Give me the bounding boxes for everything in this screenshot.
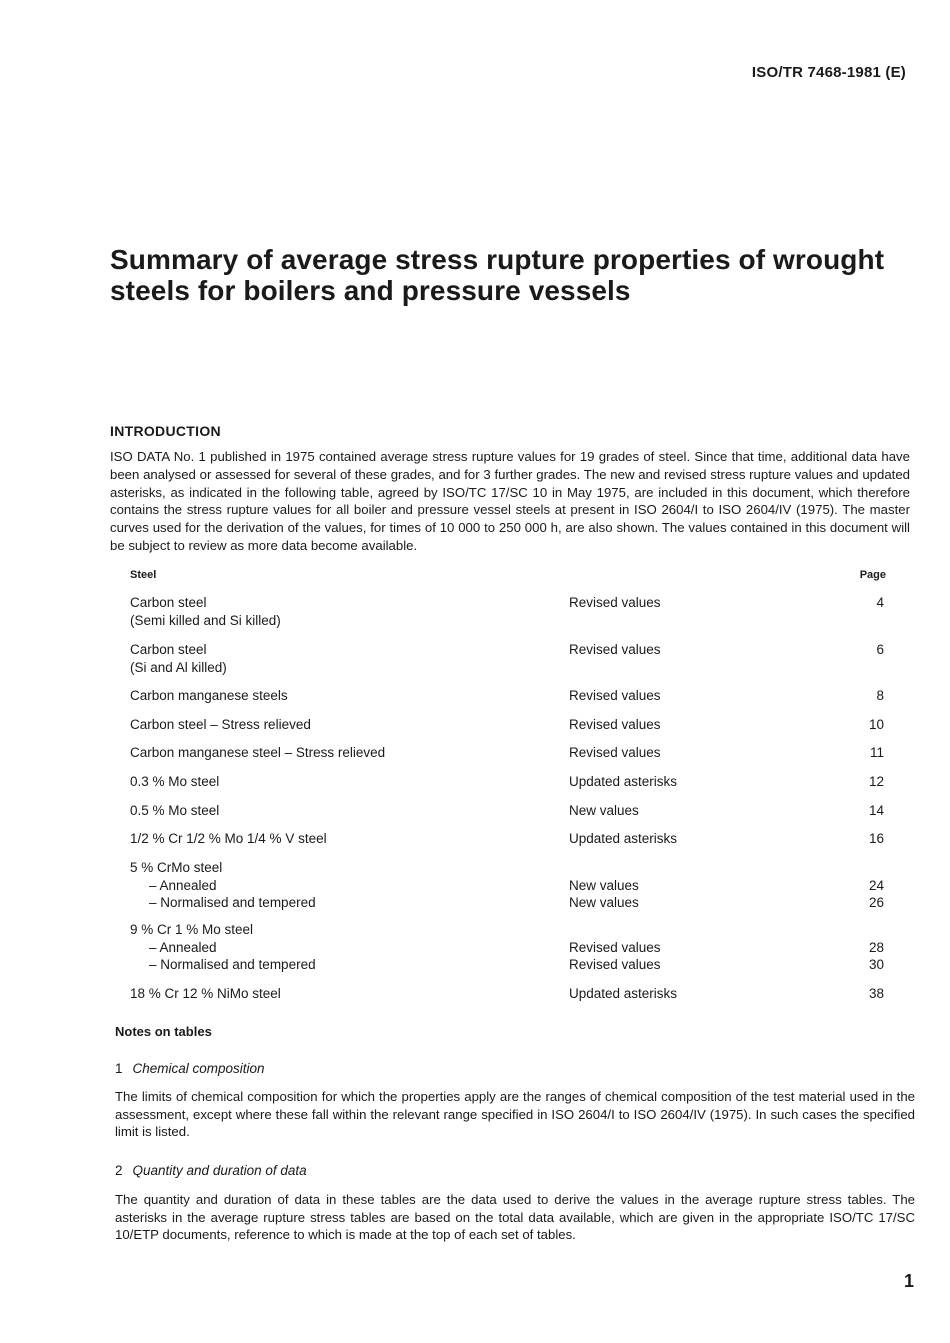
page-ref: 12 [868, 774, 884, 789]
page-ref: 14 [868, 803, 884, 818]
introduction-heading: INTRODUCTION [110, 423, 221, 439]
status-text: Revised values [569, 957, 661, 972]
note-number: 1 [115, 1061, 123, 1076]
page-ref: 11 [869, 745, 884, 760]
steel-name: Carbon manganese steels [130, 688, 288, 703]
status-text: Revised values [569, 642, 661, 657]
page-ref: 28 [868, 939, 884, 955]
page-ref: 38 [868, 986, 884, 1001]
document-reference: ISO/TR 7468-1981 (E) [751, 64, 906, 81]
page-ref: 16 [868, 831, 884, 846]
page-number: 1 [903, 1271, 914, 1291]
status-text: New values [569, 895, 639, 910]
introduction-paragraph: ISO DATA No. 1 published in 1975 contained average stress rupture values for 19 grades of steel. Since that time, additional data have been analysed or assessed for several of these grades, and for 3 further grades. The new and revised stress rupture values and updated asterisks, as indicated in the following table, agreed by ISO/TC 17/SC 10 in May 1975, are included in this document, which therefore contains the stress rupture values for all boiler and pressure vessel steels at present in ISO 2604/I to ISO 2604/IV (1975). The master curves used for the derivation of the values, for times of 10 000 to 250 000 h, are also shown. The values contained in this document will be subject to review as more data become available. [110, 449, 910, 553]
page-ref: 24 [868, 877, 884, 893]
note-title-text: Chemical composition [132, 1061, 265, 1076]
column-header-page: Page [859, 569, 886, 581]
status-text: Updated asterisks [569, 774, 678, 789]
page-ref: 10 [868, 717, 884, 732]
note-number: 2 [115, 1163, 123, 1178]
steel-variant: – Annealed [149, 877, 217, 893]
page-ref: 6 [876, 642, 884, 657]
steel-name: 0.3 % Mo steel [130, 774, 220, 789]
steel-detail: (Semi killed and Si killed) [130, 612, 281, 628]
notes-heading: Notes on tables [115, 1024, 212, 1039]
status-text: New values [569, 803, 639, 818]
steel-name: Carbon steel – Stress relieved [130, 717, 311, 732]
steel-variant: – Normalised and tempered [149, 957, 316, 972]
status-text: Revised values [569, 717, 661, 732]
steel-name: 5 % CrMo steel [130, 860, 223, 875]
note-paragraph: The limits of chemical composition for which the properties apply are the ranges of chemical composition of the test material used in the assessment, except where these fall within the relevant range specified in ISO 2604/I to ISO 2604/IV (1975). In such cases the specified limit is listed. [115, 1089, 915, 1140]
status-text: Revised values [569, 688, 661, 703]
page-ref: 4 [876, 595, 884, 610]
page-ref: 26 [868, 895, 884, 910]
title-line-2: steels for boilers and pressure vessels [110, 275, 631, 306]
steel-name: 18 % Cr 12 % NiMo steel [130, 986, 281, 1001]
steel-variant: – Annealed [149, 939, 217, 955]
status-text: Revised values [569, 595, 661, 610]
steel-name: Carbon steel [130, 595, 207, 610]
column-header-steel: Steel [130, 569, 157, 581]
status-text: New values [569, 877, 639, 893]
steel-variant: – Normalised and tempered [149, 895, 316, 910]
steel-name: Carbon manganese steel – Stress relieved [130, 745, 386, 760]
steel-name: Carbon steel [130, 642, 207, 657]
note-title [115, 1061, 265, 1076]
note-paragraph: The quantity and duration of data in these tables are the data used to derive the values in the average rupture stress tables. The asterisks in the average rupture stress tables are based on the total data available, which are given in the appropriate ISO/TC 17/SC 10/ETP documents, reference to which is made at the top of each set of tables. [115, 1192, 915, 1243]
note-title [115, 1163, 307, 1178]
status-text: Revised values [569, 939, 661, 955]
page-title [110, 244, 920, 306]
note-title-text: Quantity and duration of data [132, 1163, 307, 1178]
title-line-1: Summary of average stress rupture properties of wrought [110, 244, 885, 275]
steel-name: 9 % Cr 1 % Mo steel [130, 922, 254, 937]
page-ref: 8 [876, 688, 884, 703]
status-text: Updated asterisks [569, 986, 678, 1001]
page-ref: 30 [868, 957, 884, 972]
steel-name: 0.5 % Mo steel [130, 803, 220, 818]
steel-name: 1/2 % Cr 1/2 % Mo 1/4 % V steel [130, 831, 327, 846]
status-text: Revised values [569, 745, 661, 760]
steel-detail: (Si and Al killed) [130, 659, 227, 675]
status-text: Updated asterisks [569, 831, 678, 846]
